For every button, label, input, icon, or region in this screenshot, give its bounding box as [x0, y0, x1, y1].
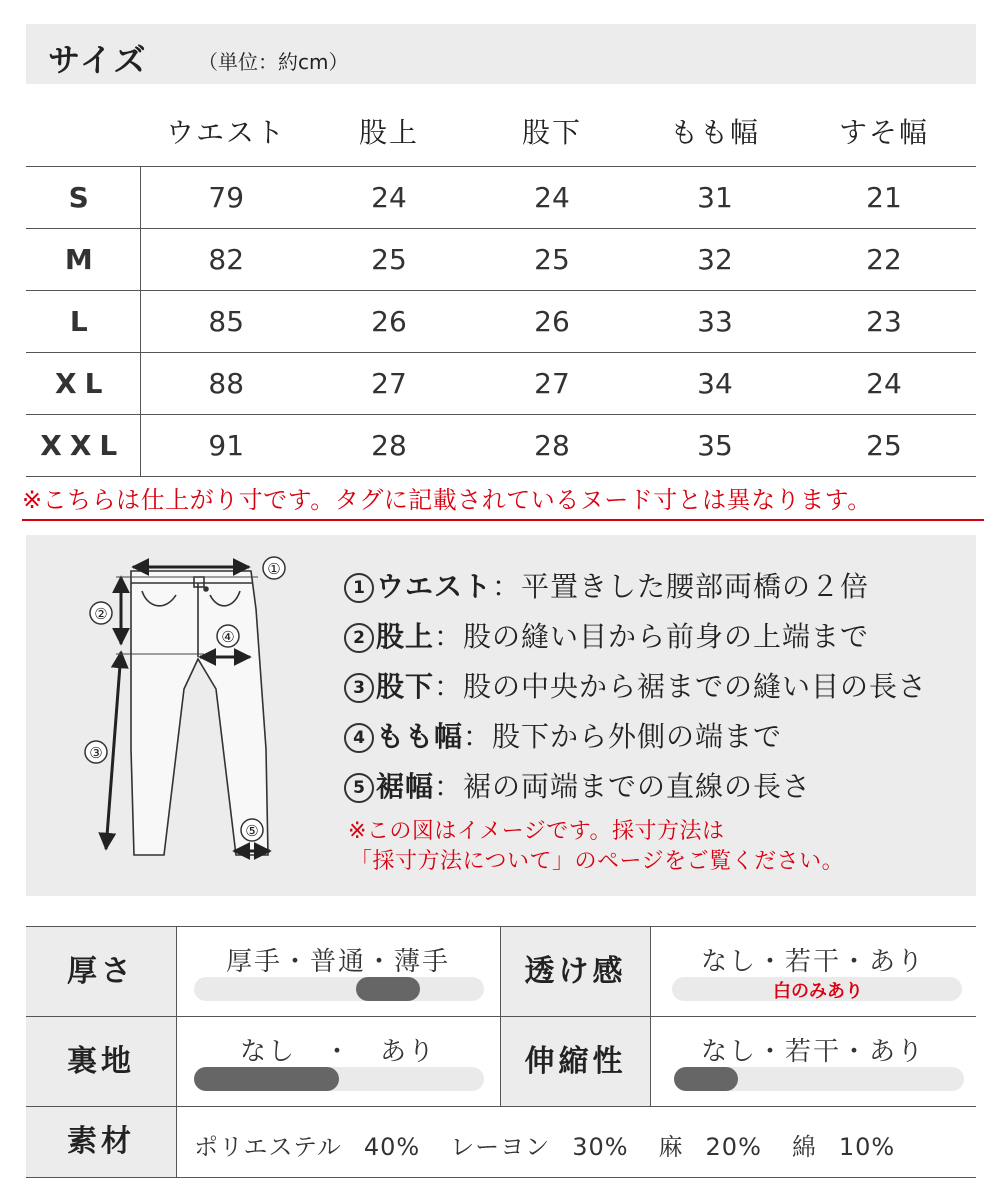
- lining-bar: [194, 1067, 484, 1091]
- marker-4: ④: [221, 628, 235, 646]
- legend-label: 裾幅: [376, 770, 435, 803]
- legend-number: 2: [344, 623, 374, 653]
- material-name: ポリエステル: [194, 1133, 342, 1161]
- legend-item-waist: [344, 565, 869, 605]
- size-table-header-row: [26, 96, 976, 167]
- column-header-waist: ウエスト: [140, 96, 312, 167]
- legend-desc: ：股の中央から裾までの縫い目の長さ: [434, 670, 928, 703]
- table-row: [26, 167, 976, 229]
- cell-value: 25: [792, 415, 976, 477]
- cell-value: 22: [792, 229, 976, 291]
- transparency-note: 白のみあり: [773, 981, 863, 1002]
- column-header-thigh: もも幅: [638, 96, 792, 167]
- cell-value: 28: [466, 415, 638, 477]
- diagram-note-line1: ※この図はイメージです。採寸方法は: [348, 819, 725, 844]
- stretch-options: なし・若干・あり: [700, 1037, 925, 1067]
- inseam-arrow: [106, 652, 121, 849]
- cell-value: 32: [638, 229, 792, 291]
- cell-value: 88: [140, 353, 312, 415]
- material-name: レーヨン: [450, 1133, 551, 1161]
- transparency-options: なし・若干・あり: [700, 947, 925, 977]
- legend-desc: ：股の縫い目から前身の上端まで: [434, 620, 870, 653]
- thickness-bar: [194, 977, 484, 1001]
- size-label: S: [26, 167, 140, 229]
- cell-value: 24: [312, 167, 466, 229]
- legend-number: 5: [344, 773, 374, 803]
- cell-value: 91: [140, 415, 312, 477]
- attribute-table: [26, 926, 976, 1178]
- material-name: 麻: [658, 1133, 684, 1161]
- cell-value: 82: [140, 229, 312, 291]
- legend-item-rise: [344, 615, 869, 655]
- legend-number: 4: [344, 723, 374, 753]
- thickness-indicator: [356, 977, 420, 1001]
- legend-label: 股上: [376, 620, 435, 653]
- size-label: XL: [26, 353, 140, 415]
- header-title: サイズ: [48, 41, 148, 79]
- header-unit: （単位：約cm）: [198, 50, 349, 74]
- diagram-note: [348, 817, 844, 877]
- legend-desc: ：平置きした腰部両橋の２倍: [492, 570, 870, 603]
- finished-size-notice: ※こちらは仕上がり寸です。タグに記載されているヌード寸とは異なります。: [22, 480, 984, 521]
- material-pct: 10%: [838, 1133, 896, 1161]
- column-header-inseam: 股下: [466, 96, 638, 167]
- cell-value: 27: [466, 353, 638, 415]
- material-list: [194, 1127, 895, 1162]
- marker-5: ⑤: [245, 822, 259, 840]
- lining-indicator: [194, 1067, 339, 1091]
- legend-item-hem: [344, 765, 811, 805]
- cell-value: 25: [312, 229, 466, 291]
- material-pct: 30%: [572, 1133, 629, 1161]
- column-header-hem: すそ幅: [792, 96, 976, 167]
- diagram-note-line2: 「採寸方法について」のページをご覧ください。: [350, 849, 845, 874]
- pants-diagram: [76, 549, 316, 879]
- measurement-panel: [26, 535, 976, 896]
- size-label: M: [26, 229, 140, 291]
- cell-value: 85: [140, 291, 312, 353]
- attr-label-lining: 裏地: [26, 1017, 176, 1106]
- lining-options: なし ・ あり: [239, 1037, 436, 1067]
- cell-value: 28: [312, 415, 466, 477]
- cell-value: 24: [466, 167, 638, 229]
- table-row: [26, 415, 976, 477]
- table-row: [26, 353, 976, 415]
- size-table: [26, 96, 976, 477]
- material-pct: 20%: [705, 1133, 762, 1161]
- stretch-bar: [674, 1067, 964, 1091]
- cell-value: 26: [312, 291, 466, 353]
- table-row: [26, 291, 976, 353]
- cell-value: 27: [312, 353, 466, 415]
- cell-value: 25: [466, 229, 638, 291]
- cell-value: 33: [638, 291, 792, 353]
- attr-label-transparency: 透け感: [501, 927, 650, 1016]
- cell-value: 23: [792, 291, 976, 353]
- legend-number: 3: [344, 673, 374, 703]
- attr-label-thickness: 厚さ: [26, 927, 176, 1016]
- column-header-rise: 股上: [312, 96, 466, 167]
- legend-desc: ：股下から外側の端まで: [463, 720, 783, 753]
- size-column-header: [26, 96, 140, 167]
- legend-desc: ：裾の両端までの直線の長さ: [434, 770, 812, 803]
- size-label: XXL: [26, 415, 140, 477]
- material-pct: 40%: [363, 1133, 421, 1161]
- size-header: [26, 24, 976, 84]
- cell-value: 26: [466, 291, 638, 353]
- marker-1: ①: [267, 560, 281, 578]
- thickness-options: 厚手・普通・薄手: [225, 947, 450, 977]
- marker-3: ③: [89, 744, 103, 762]
- attr-label-material: 素材: [26, 1107, 176, 1177]
- pants-outline-icon: [131, 571, 268, 855]
- legend-item-inseam: [344, 665, 927, 705]
- legend-item-thigh: [344, 715, 782, 755]
- cell-value: 35: [638, 415, 792, 477]
- table-row: [26, 229, 976, 291]
- stretch-indicator: [674, 1067, 738, 1091]
- cell-value: 34: [638, 353, 792, 415]
- cell-value: 24: [792, 353, 976, 415]
- attr-label-stretch: 伸縮性: [501, 1017, 650, 1106]
- legend-label: 股下: [376, 670, 435, 703]
- cell-value: 79: [140, 167, 312, 229]
- marker-2: ②: [94, 605, 108, 623]
- material-name: 綿: [791, 1133, 817, 1161]
- legend-label: もも幅: [376, 720, 464, 753]
- size-label: L: [26, 291, 140, 353]
- legend-number: 1: [344, 573, 374, 603]
- legend-label: ウエスト: [376, 570, 493, 603]
- cell-value: 21: [792, 167, 976, 229]
- cell-value: 31: [638, 167, 792, 229]
